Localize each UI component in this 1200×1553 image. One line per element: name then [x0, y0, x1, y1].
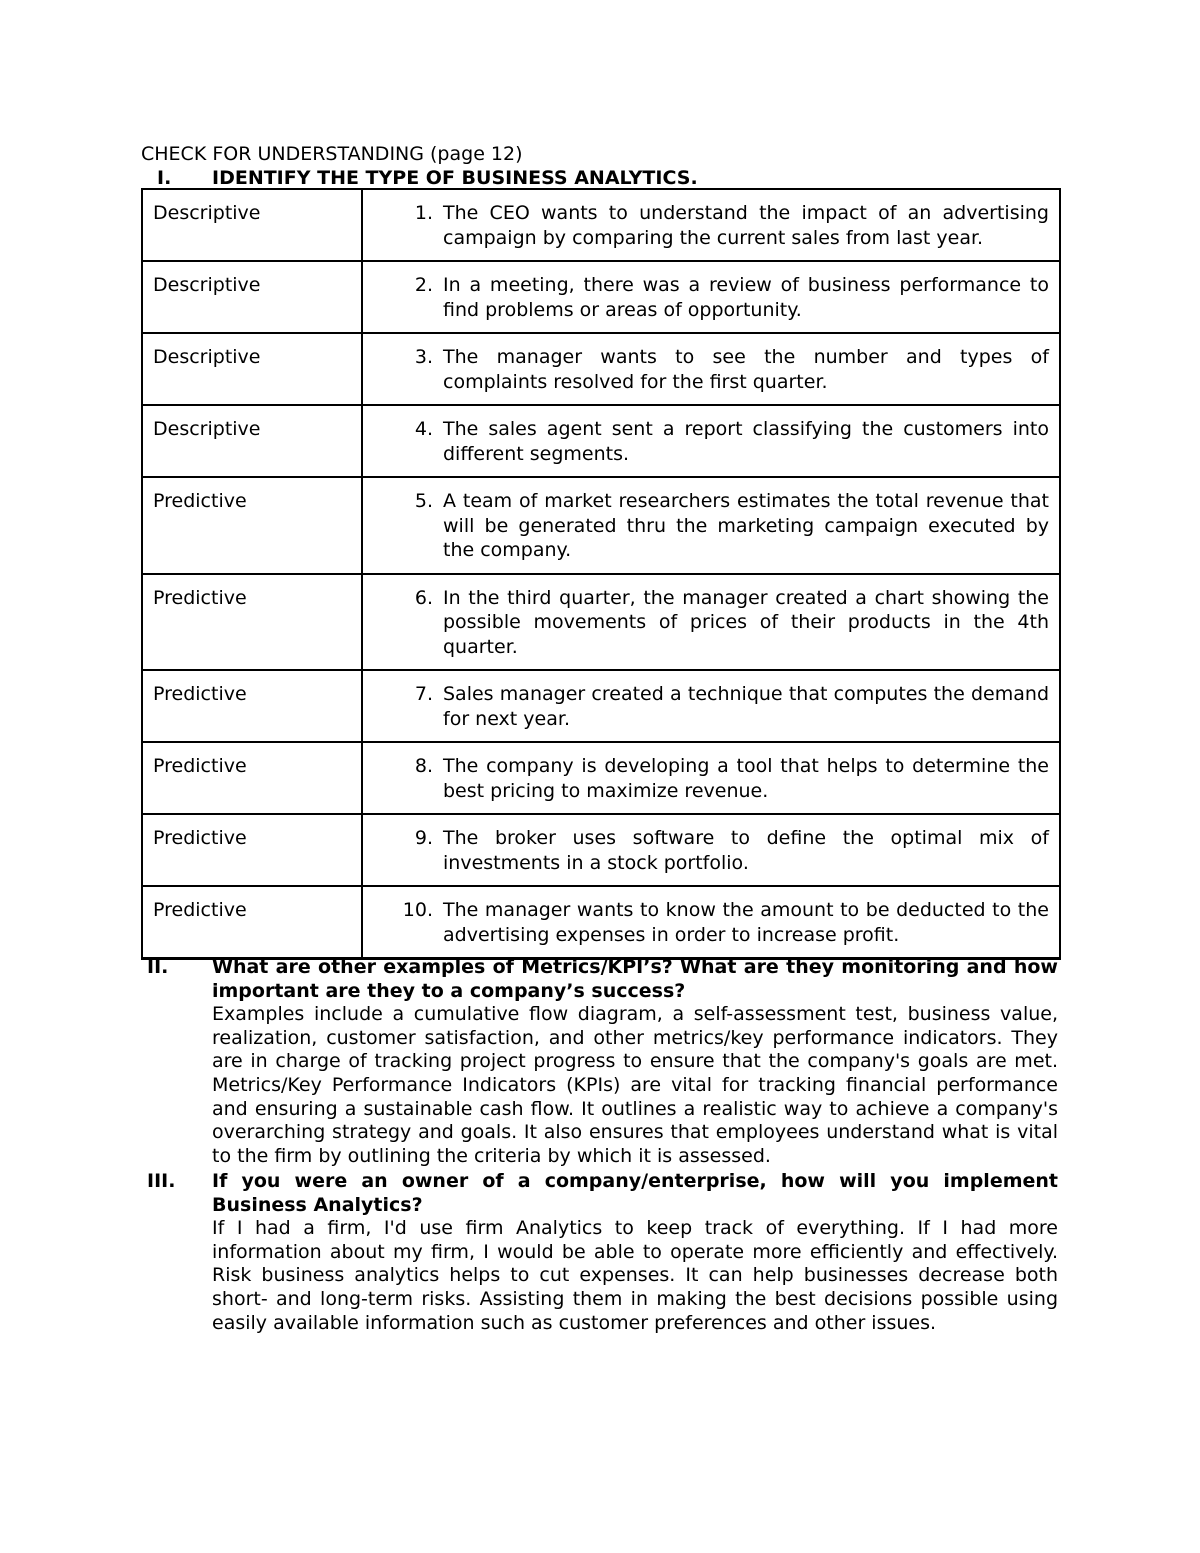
- table-row: [142, 814, 1060, 886]
- answer-cell: Descriptive: [142, 189, 362, 261]
- question-cell: [362, 333, 1060, 405]
- answer-cell: Predictive: [142, 814, 362, 886]
- page-heading: CHECK FOR UNDERSTANDING (page 12): [141, 143, 523, 165]
- question-three-body: [212, 1170, 1058, 1335]
- question-cell: [362, 189, 1060, 261]
- answer-cell: Predictive: [142, 742, 362, 814]
- item-number: 1.: [414, 202, 433, 224]
- item-text: The CEO wants to understand the impact of an advertising campaign by comparing the current sales from last year.: [443, 202, 1049, 249]
- table-row: [142, 333, 1060, 405]
- item-number: 2.: [414, 274, 433, 296]
- answer-cell: Predictive: [142, 670, 362, 742]
- item-text: The company is developing a tool that helps to determine the best pricing to maximize revenue.: [443, 755, 1049, 802]
- item-text: In a meeting, there was a review of business performance to find problems or areas of opportunity.: [443, 274, 1049, 321]
- table-row: [142, 670, 1060, 742]
- table-row: [142, 261, 1060, 333]
- table-row: [142, 742, 1060, 814]
- answer-cell: Descriptive: [142, 405, 362, 477]
- question-three-numeral: III.: [147, 1170, 176, 1192]
- question-cell: [362, 670, 1060, 742]
- table-row: [142, 574, 1060, 671]
- answer-cell: Descriptive: [142, 261, 362, 333]
- question-cell: [362, 261, 1060, 333]
- table-row: [142, 477, 1060, 574]
- question-cell: [362, 742, 1060, 814]
- question-cell: [362, 574, 1060, 671]
- question-two-block: [141, 956, 1058, 1168]
- question-two-answer: Examples include a cumulative flow diagram, a self-assessment test, business value, realization, customer satisfaction, and other metrics/key performance indicators. They are in charge of tracking project progress to ensure that the company's goals are met. Metrics/Key Performance Indicators (KPIs) are vital for tracking financial performance and ensuring a sustainable cash flow. It outlines a realistic way to achieve a company's overarching strategy and goals. It also ensures that employees understand what is vital to the firm by outlining the criteria by which it is assessed.: [212, 1003, 1058, 1167]
- item-text: In the third quarter, the manager created a chart showing the possible movements of prices of their products in the 4th quarter.: [443, 586, 1049, 658]
- question-three-block: [141, 1170, 1058, 1335]
- table-row: [142, 405, 1060, 477]
- item-number: 6.: [414, 586, 433, 609]
- item-number: 8.: [414, 755, 433, 777]
- question-cell: [362, 477, 1060, 574]
- table-row: [142, 189, 1060, 261]
- item-text: The broker uses software to define the optimal mix of investments in a stock portfolio.: [443, 827, 1049, 874]
- section-one-heading: [157, 167, 1057, 189]
- item-text: The manager wants to see the number and types of complaints resolved for the first quarter.: [443, 346, 1049, 393]
- item-number: 4.: [414, 418, 433, 440]
- answer-cell: Predictive: [142, 574, 362, 671]
- item-number: 7.: [414, 683, 433, 705]
- question-cell: [362, 405, 1060, 477]
- question-two-body: [212, 956, 1058, 1168]
- question-three-title: If you were an owner of a company/enterprise, how will you implement Business Analytics?: [212, 1170, 1058, 1216]
- answer-cell: Predictive: [142, 886, 362, 959]
- answer-cell: Descriptive: [142, 333, 362, 405]
- analytics-type-table: [141, 188, 1061, 960]
- item-number: 3.: [414, 346, 433, 368]
- item-text: A team of market researchers estimates the total revenue that will be generated thru the marketing campaign executed by the company.: [443, 490, 1049, 561]
- item-text: The sales agent sent a report classifying the customers into different segments.: [443, 418, 1049, 465]
- item-text: The manager wants to know the amount to be deducted to the advertising expenses in order to increase profit.: [443, 899, 1049, 946]
- question-two-title: What are other examples of Metrics/KPI’s? What are they monitoring and how important are they to a company’s success?: [212, 956, 1058, 1002]
- item-number: 9.: [414, 827, 433, 849]
- question-cell: [362, 886, 1060, 959]
- answer-cell: Predictive: [142, 477, 362, 574]
- item-number: 10.: [402, 899, 433, 921]
- section-one-title: IDENTIFY THE TYPE OF BUSINESS ANALYTICS.: [212, 167, 698, 189]
- table-row: [142, 886, 1060, 959]
- item-number: 5.: [414, 490, 433, 512]
- question-cell: [362, 814, 1060, 886]
- question-two-numeral: II.: [147, 956, 169, 978]
- section-one-numeral: I.: [157, 167, 172, 189]
- question-three-answer: If I had a firm, I'd use firm Analytics to keep track of everything. If I had more information about my firm, I would be able to operate more efficiently and effectively. Risk business analytics helps to cut expenses. It can help businesses decrease both short- and long-term risks. Assisting them in making the best decisions possible using easily available information such as customer preferences and other issues.: [212, 1217, 1058, 1334]
- item-text: Sales manager created a technique that computes the demand for next year.: [443, 683, 1049, 730]
